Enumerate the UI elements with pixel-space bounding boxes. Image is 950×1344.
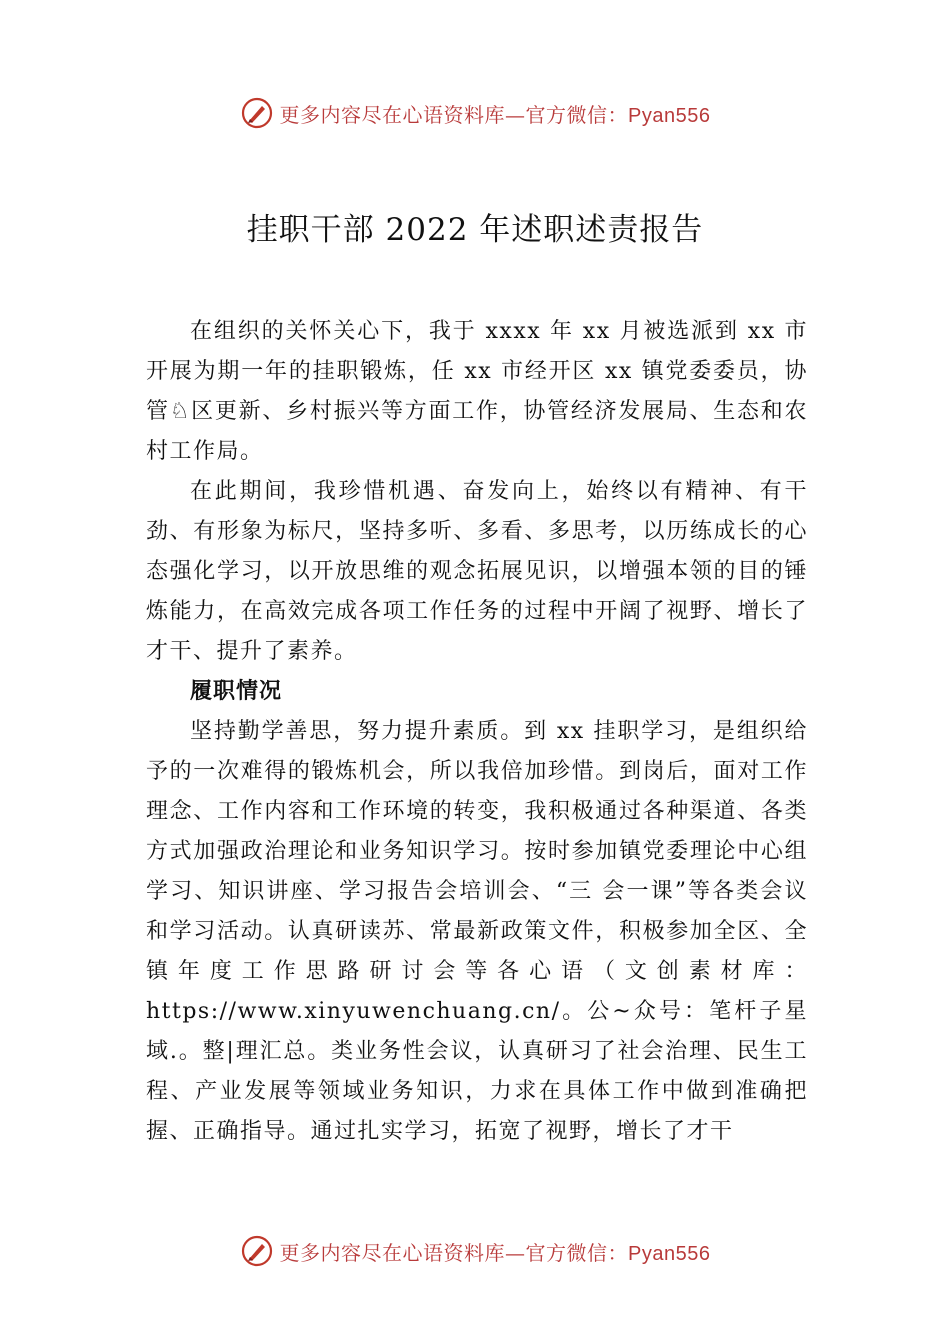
banner-label: 更多内容尽在心语资料库—官方微信：Pyan556 [279, 102, 711, 127]
section-heading: 履职情况 [190, 679, 283, 704]
pen-logo-icon [240, 96, 274, 130]
banner-label: 更多内容尽在心语资料库—官方微信：Pyan556 [279, 1240, 711, 1265]
document-body [146, 312, 808, 1152]
paragraph-study: 坚持勤学善思，努力提升素质。到 xx 挂职学习，是组织给予的一次难得的锻炼机会，所以我倍加珍惜。到岗后，面对工作理念、工作内容和工作环境的转变，我积极通过各种渠道、各类方式加强政治理论和业务知识学习。按时参加镇党委理论中心组学习、知识讲座、学习报告会培训会、“三 会一课”等各类会议和学习活动。认真研读苏、常最新政策文件，积极参加全区、全镇年度工作思路研讨会等各心语（文创素材库：https://www.xinyuwenchuang.cn/。公~众号：笔杆子星域.。整|理汇总。类业务性会议，认真研习了社会治理、民生工程、产业发展等领域业务知识，力求在具体工作中做到准确把握、正确指导。通过扎实学习，拓宽了视野，增长了才干 [146, 719, 808, 1144]
wechat-account: Pyan556 [628, 1242, 711, 1265]
paragraph-period: 在此期间，我珍惜机遇、奋发向上，始终以有精神、有干劲、有形象为标尺，坚持多听、多看、多思考，以历练成长的心态强化学习，以开放思维的观念拓展见识，以增强本领的目的锤炼能力，在高效完成各项工作任务的过程中开阔了视野、增长了才干、提升了素养。 [146, 479, 808, 664]
footer-banner [0, 1234, 950, 1268]
document-title: 挂职干部 2022 年述职述责报告 [246, 212, 704, 248]
pen-logo-icon [240, 1234, 274, 1268]
wechat-account: Pyan556 [628, 104, 711, 127]
paragraph-intro: 在组织的关怀关心下，我于 xxxx 年 xx 月被选派到 xx 市开展为期一年的挂职锻炼，任 xx 市经开区 xx 镇党委委员，协管♘区更新、乡村振兴等方面工作，协管经济发展局、生态和农村工作局。 [146, 319, 808, 464]
header-banner [0, 96, 950, 130]
